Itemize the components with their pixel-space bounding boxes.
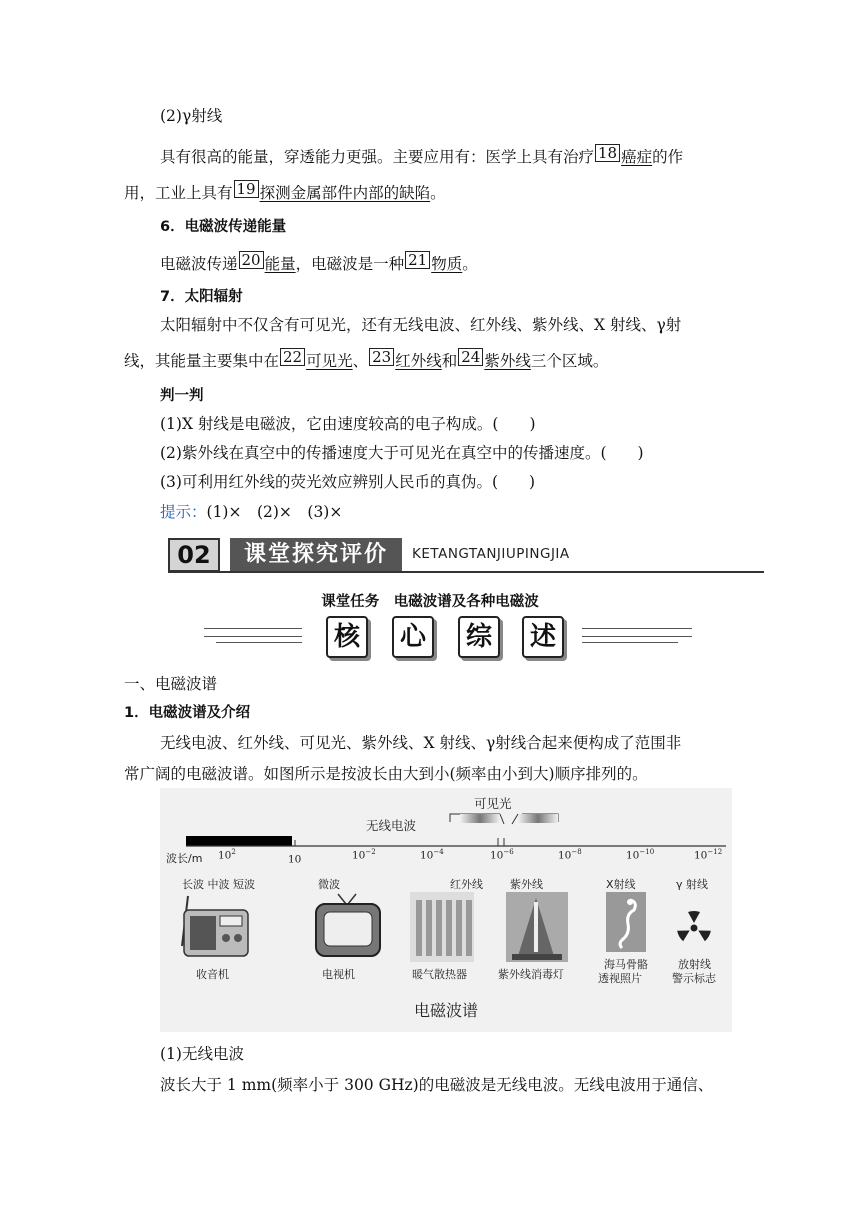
item-label-radiator: 暖气散热器 (412, 968, 467, 981)
band-label-gamma: γ 射线 (676, 878, 709, 891)
band-label-microwave: 微波 (318, 878, 340, 891)
seahorse-xray-icon (606, 892, 646, 952)
item-label-tv: 电视机 (322, 968, 355, 981)
item-label-gamma-1: 放射线 (678, 958, 711, 971)
answer-20: 能量 (264, 255, 296, 273)
answer-number-18: 18 (595, 144, 620, 162)
section-6-heading: 6．电磁波传递能量 (160, 219, 287, 235)
radiator-icon (410, 892, 474, 962)
tick-label-6: $10^{-8}$ (558, 848, 582, 862)
answer-number-24: 24 (458, 348, 483, 366)
part-1-heading: 一、电磁波谱 (124, 675, 218, 693)
radio-wave-heading: (1)无线电波 (160, 1045, 244, 1063)
answer-19: 探测金属部件内部的缺陷 (259, 184, 431, 202)
section-banner (168, 536, 764, 574)
gamma-heading: (2)γ射线 (160, 107, 223, 125)
item-label-radio: 收音机 (196, 968, 229, 981)
tick-label-3: $10^{-2}$ (352, 848, 376, 862)
band-label-radio: 长波 中波 短波 (182, 878, 255, 891)
part-1-para-line-1: 无线电波、红外线、可见光、紫外线、X 射线、γ射线合起来便构成了范围非 (160, 734, 682, 752)
figure-caption: 电磁波谱 (413, 1001, 478, 1020)
radio-icon (182, 896, 248, 956)
answer-22: 可见光 (306, 352, 353, 370)
answer-number-19: 19 (234, 180, 259, 198)
wavelength-axis-label: 波长/m (166, 852, 203, 865)
band-label-xray: X射线 (606, 878, 636, 891)
task-title: 课堂任务 电磁波谱及各种电磁波 (321, 594, 539, 610)
answer-23: 红外线 (395, 352, 442, 370)
section-6-text: 电磁波传递 20 能量，电磁波是一种 21 物质。 (160, 251, 478, 273)
judge-question-1: (1)X 射线是电磁波，它由速度较高的电子构成。( ) (160, 415, 536, 433)
gamma-line-1: 具有很高的能量，穿透能力更强。主要应用有：医学上具有治疗 18 癌症的作 (160, 144, 684, 166)
item-label-uv-lamp: 紫外线消毒灯 (498, 968, 564, 981)
hint-answers: (1)× (2)× (3)× (206, 503, 343, 521)
part-1-para-line-2: 常广阔的电磁波谱。如图所示是按波长由大到小(频率由小到大)顺序排列的。 (124, 765, 648, 783)
answer-18: 癌症 (621, 148, 653, 166)
section-7-line-1: 太阳辐射中不仅含有可见光，还有无线电波、红外线、紫外线、X 射线、γ射 (160, 316, 682, 334)
judge-question-2: (2)紫外线在真空中的传播速度大于可见光在真空中的传播速度。( ) (160, 444, 644, 462)
band-label-infrared: 红外线 (450, 878, 483, 891)
band-label-ultraviolet: 紫外线 (510, 878, 543, 891)
visible-light-label: 可见光 (474, 796, 512, 811)
core-char-2: 心 (392, 616, 434, 658)
radio-wave-para: 波长大于 1 mm(频率小于 300 GHz)的电磁波是无线电波。无线电波用于通信、 (160, 1076, 714, 1094)
tick-label-5: $10^{-6}$ (490, 848, 514, 862)
decor-line-left-2 (216, 642, 302, 643)
tick-label-4: $10^{-4}$ (420, 848, 444, 862)
section-number: 02 (168, 538, 220, 572)
section-7-line-2: 线，其能量主要集中在 22 可见光、 23 红外线和 24 紫外线三个区域。 (124, 348, 609, 370)
decor-line-right (582, 628, 692, 637)
answer-number-23: 23 (369, 348, 394, 366)
radio-band-bar (186, 836, 292, 846)
decor-line-right-2 (582, 642, 678, 643)
answer-number-22: 22 (280, 348, 305, 366)
tick-label-2: 10 (288, 853, 302, 866)
item-label-gamma-2: 警示标志 (672, 972, 716, 985)
hint-label: 提示： (160, 503, 207, 521)
answer-number-21: 21 (405, 251, 430, 269)
section-subtitle: KETANGTANJIUPINGJIA (412, 546, 570, 562)
section-7-heading: 7．太阳辐射 (160, 289, 243, 305)
tv-icon (316, 894, 380, 956)
banner-rule (168, 571, 764, 573)
uv-lamp-icon (506, 892, 568, 962)
visible-band-right (518, 814, 558, 823)
part-1-subheading: 1．电磁波谱及介绍 (124, 705, 251, 721)
item-label-xray-1: 海马骨骼 (604, 958, 648, 971)
core-char-3: 综 (458, 616, 500, 658)
answer-number-20: 20 (239, 251, 264, 269)
item-label-xray-2: 透视照片 (598, 972, 642, 985)
answer-21: 物质 (431, 255, 463, 273)
judge-heading: 判一判 (160, 388, 204, 404)
judge-question-3: (3)可利用红外线的荧光效应辨别人民币的真伪。( ) (160, 473, 536, 491)
visible-band-left (460, 814, 500, 823)
core-char-1: 核 (326, 616, 368, 658)
tick-label-7: $10^{-10}$ (626, 848, 655, 862)
radiation-warning-icon (676, 911, 711, 942)
gamma-line-2: 用，工业上具有 19 探测金属部件内部的缺陷。 (124, 180, 446, 202)
radio-wave-label: 无线电波 (366, 818, 417, 833)
spectrum-figure (160, 788, 732, 1032)
decor-line-left (204, 628, 302, 637)
tick-label-8: $10^{-12}$ (694, 848, 723, 862)
section-title: 课堂探究评价 (230, 538, 402, 572)
answer-24: 紫外线 (484, 352, 531, 370)
tick-label-1: $10^2$ (218, 848, 236, 862)
hint-line (160, 502, 342, 522)
core-char-4: 述 (522, 616, 564, 658)
